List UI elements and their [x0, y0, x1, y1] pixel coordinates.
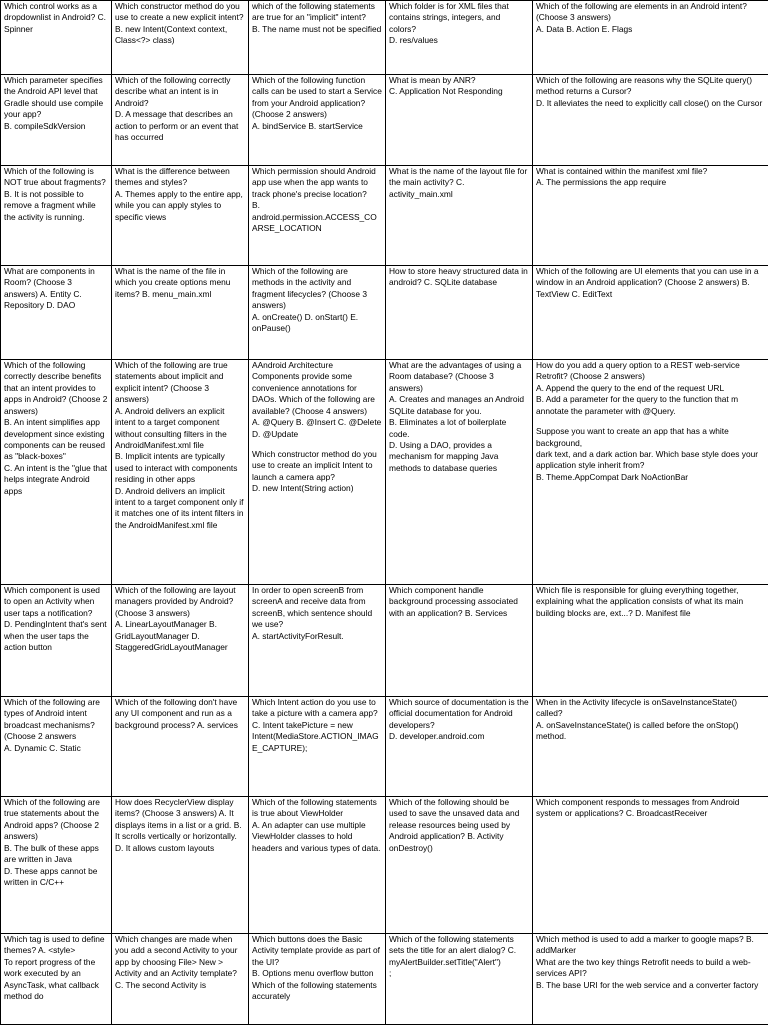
qa-text: Which of the following are UI elements that you can use in a window in an Android application? (Choose 2 answers) B. TextView C. EditText [536, 266, 765, 300]
qa-text: Which of the following are methods in the activity and fragment lifecycles? (Choose 3 answers) A. onCreate() D. onStart() E. onPause() [252, 266, 382, 335]
table-cell [112, 797, 249, 934]
table-cell [533, 1, 768, 75]
table-cell [112, 1, 249, 75]
table-cell [386, 166, 533, 266]
table-cell [1, 1, 112, 75]
qa-text: Which of the following are true statements about the Android apps? (Choose 2 answers) B. The bulk of these apps are written in Java D. These apps cannot be written in C/C++ [4, 797, 108, 888]
qa-text: Which of the following correctly describe benefits that an intent provides to apps in Android? (Choose 2 answers) B. An intent simplifies app development since existing components can be reused as "black-boxes" C. An intent is the "glue that helps integrate Android apps [4, 360, 108, 497]
table-cell [112, 585, 249, 697]
table-cell [386, 797, 533, 934]
qa-text: Which file is responsible for gluing everything together, explaining what the application consists of what its main building blocks are, ext...? D. Manifest file [536, 585, 765, 619]
table-cell [533, 797, 768, 934]
table-cell [386, 266, 533, 360]
table-cell [1, 797, 112, 934]
qa-text: AAndroid Architecture Components provide some convenience annotations for DAOs. Which of the following are available? (Choose 4 answers) A. @Query B. @Insert C. @Delete D. @Update [252, 360, 382, 440]
table-cell [249, 797, 386, 934]
qa-text: Which of the following are elements in an Android intent? (Choose 3 answers) A. Data B. Action E. Flags [536, 1, 765, 35]
table-cell [249, 360, 386, 585]
table-cell [533, 585, 768, 697]
qa-text: When in the Activity lifecycle is onSaveInstanceState() called? A. onSaveInstanceState() is called before the onStop() method. [536, 697, 765, 743]
qa-text: Which tag is used to define themes? A. <style> To report progress of the work executed by an AsyncTask, what callback method do [4, 934, 108, 1003]
table-row [1, 697, 768, 797]
table-cell [1, 697, 112, 797]
qa-text: Suppose you want to create an app that has a white background, dark text, and a dark action bar. Which base style does your application style inherit from? B. Theme.AppCompat Dark NoActionBar [536, 426, 765, 483]
qa-text: Which component handle background processing associated with an application? B. Services [389, 585, 529, 619]
table-row [1, 266, 768, 360]
table-row [1, 797, 768, 934]
table-cell [249, 585, 386, 697]
qa-text: Which parameter specifies the Android API level that Gradle should use compile your app? B. compileSdkVersion [4, 75, 108, 132]
table-cell [112, 934, 249, 1025]
qa-text: Which of the following should be used to save the unsaved data and release resources being used by Android application? B. Activity onDestroy() [389, 797, 529, 854]
qa-text: What are the advantages of using a Room database? (Choose 3 answers) A. Creates and manages an Android SQLite database for you. B. Eliminates a lot of boilerplate code. D. Using a DAO, provides a mechanism for mapping Java methods to database queries [389, 360, 529, 474]
qa-text: What is the name of the file in which you create options menu items? B. menu_main.xml [115, 266, 245, 300]
qa-text: which of the following statements are true for an "implicit" intent? B. The name must not be specified [252, 1, 382, 35]
qa-text: Which control works as a dropdownlist in Android? C. Spinner [4, 1, 108, 35]
table-cell [386, 75, 533, 166]
qa-text: How does RecyclerView display items? (Choose 3 answers) A. It displays items in a list or a grid. B. It scrolls vertically or horizontally. D. It allows custom layouts [115, 797, 245, 854]
qa-text: What is mean by ANR? C. Application Not Responding [389, 75, 529, 98]
qa-text: Which of the following statements sets the title for an alert dialog? C. myAlertBuilder.setTitle("Alert") ; [389, 934, 529, 980]
qa-text: Which component is used to open an Activity when user taps a notification? D. PendingIntent that's sent when the user taps the action button [4, 585, 108, 654]
qa-text: Which method is used to add a marker to google maps? B. addMarker What are the two key things Retrofit needs to build a web-services API? B. The base URI for the web service and a converter factory [536, 934, 765, 991]
table-cell [533, 697, 768, 797]
qa-text: Which Intent action do you use to take a picture with a camera app? C. Intent takePicture = new Intent(MediaStore.ACTION_IMAGE_CAPTURE); [252, 697, 382, 754]
table-row [1, 360, 768, 585]
qa-text: Which buttons does the Basic Activity template provide as part of the UI? B. Options menu overflow button Which of the following statements accurately [252, 934, 382, 1003]
table-cell [112, 697, 249, 797]
table-cell [1, 934, 112, 1025]
qa-text: In order to open screenB from screenA and receive data from screenB, which sentence should we use? A. startActivityForResult. [252, 585, 382, 642]
table-cell [1, 166, 112, 266]
qa-text: Which of the following don't have any UI component and run as a background process? A. services [115, 697, 245, 731]
table-cell [1, 266, 112, 360]
qa-text: What is contained within the manifest xml file? A. The permissions the app require [536, 166, 765, 189]
table-body [1, 1, 768, 1025]
qa-text: Which constructor method do you use to create an implicit Intent to launch a camera app? D. new Intent(String action) [252, 449, 382, 495]
table-row [1, 75, 768, 166]
table-cell [1, 585, 112, 697]
table-cell [249, 166, 386, 266]
table-cell [112, 166, 249, 266]
table-cell [386, 934, 533, 1025]
table-row [1, 166, 768, 266]
table-row [1, 585, 768, 697]
qa-text: Which of the following are layout managers provided by Android? (Choose 3 answers) A. LinearLayoutManager B. GridLayoutManager D. StaggeredGridLayoutManager [115, 585, 245, 654]
table-cell [112, 75, 249, 166]
table-cell [249, 75, 386, 166]
table-cell [533, 266, 768, 360]
table-cell [533, 75, 768, 166]
qa-text: Which of the following are true statements about implicit and explicit intent? (Choose 3 answers) A. Android delivers an explicit intent to a target component without consulting filters in the AndroidManifest.xml file B. Implicit intents are typically used to interact with components residing in other apps D. Android delivers an implicit intent to a target component only if it matches one of its intent filters in the AndroidManifest.xml file [115, 360, 245, 531]
qa-text: Which changes are made when you add a second Activity to your app by choosing File> New > Activity and an Activity template? C. The second Activity is [115, 934, 245, 991]
qa-text: What is the name of the layout file for the main activity? C. activity_main.xml [389, 166, 529, 200]
table-cell [533, 360, 768, 585]
qa-text: Which of the following statements is true about ViewHolder A. An adapter can use multiple ViewHolder classes to hold headers and various types of data. [252, 797, 382, 854]
qa-text: How to store heavy structured data in android? C. SQLite database [389, 266, 529, 289]
table-cell [1, 360, 112, 585]
table-cell [1, 75, 112, 166]
qa-text: Which of the following is NOT true about fragments? B. It is not possible to remove a fragment while the activity is running. [4, 166, 108, 223]
table-row [1, 934, 768, 1025]
qa-text: Which constructor method do you use to create a new explicit intent? B. new Intent(Context context, Class<?> class) [115, 1, 245, 47]
table-cell [112, 266, 249, 360]
table-cell [386, 585, 533, 697]
qa-text: Which component responds to messages from Android system or applications? C. BroadcastReceiver [536, 797, 765, 820]
qa-text: Which of the following are types of Android intent broadcast mechanisms? (Choose 2 answers A. Dynamic C. Static [4, 697, 108, 754]
qa-text: Which of the following correctly describe what an intent is in Android? D. A message that describes an action to perform or an event that has occurred [115, 75, 245, 144]
qa-text: Which of the following function calls can be used to start a Service from your Android application? (Choose 2 answers) A. bindService B. startService [252, 75, 382, 132]
qa-text: Which folder is for XML files that contains strings, integers, and colors? D. res/values [389, 1, 529, 47]
table-cell [249, 934, 386, 1025]
table-cell [249, 1, 386, 75]
qa-text: How do you add a query option to a REST web-service Retrofit? (Choose 2 answers) A. Append the query to the end of the request URL B. Add a parameter for the query to the function that m annotate the parameter with @Query. [536, 360, 765, 417]
table-cell [533, 934, 768, 1025]
table-cell [386, 360, 533, 585]
table-row [1, 1, 768, 75]
table-cell [112, 360, 249, 585]
qa-text: What are components in Room? (Choose 3 answers) A. Entity C. Repository D. DAO [4, 266, 108, 312]
qa-text: What is the difference between themes and styles? A. Themes apply to the entire app, while you can apply styles to specific views [115, 166, 245, 223]
qa-text: Which permission should Android app use when the app wants to track phone's precise location? B. android.permission.ACCESS_COARSE_LOCATION [252, 166, 382, 235]
table-cell [249, 697, 386, 797]
table-cell [533, 166, 768, 266]
table-cell [249, 266, 386, 360]
table-cell [386, 1, 533, 75]
qa-text: Which source of documentation is the official documentation for Android developers? D. developer.android.com [389, 697, 529, 743]
qa-text: Which of the following are reasons why the SQLite query() method returns a Cursor? D. It alleviates the need to explicitly call close() on the Cursor [536, 75, 765, 109]
table-cell [386, 697, 533, 797]
